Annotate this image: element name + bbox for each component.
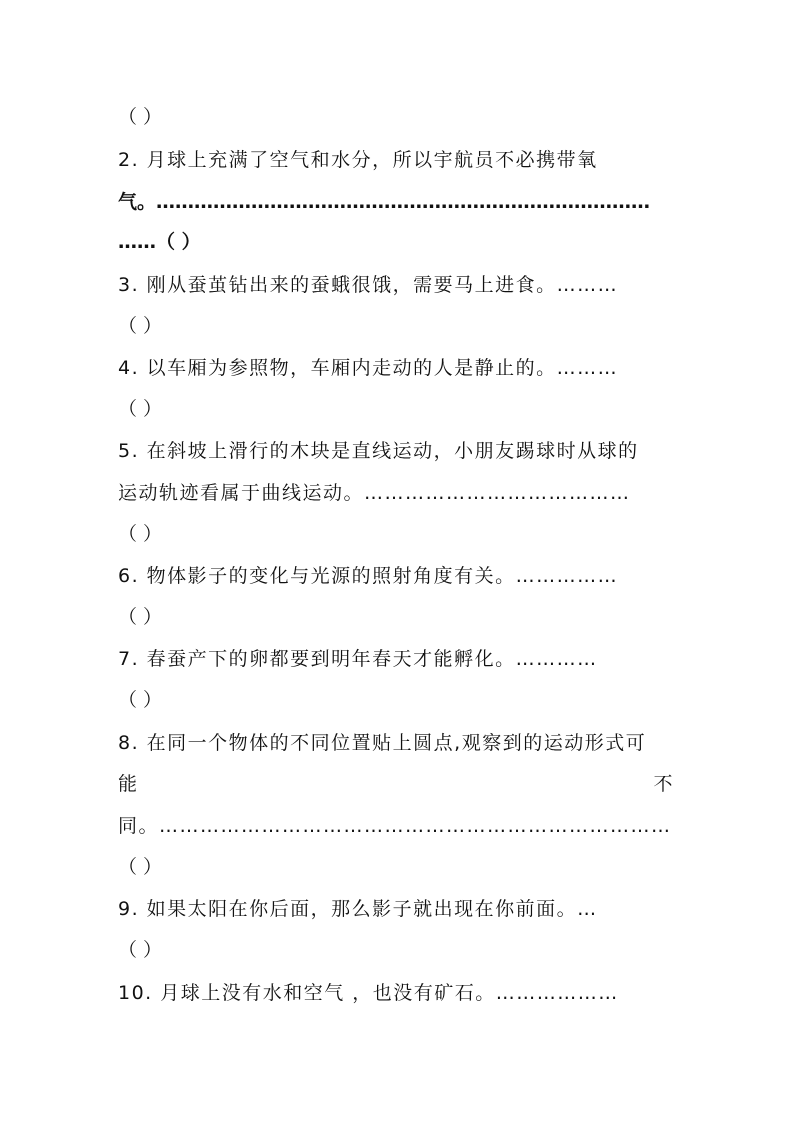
question-8-word-part-2: 不 [653,773,674,795]
question-9-text: 9. 如果太阳在你后面，那么影子就出现在你前面。… [118,898,598,920]
question-5-text: 5. 在斜坡上滑行的木块是直线运动，小朋友踢球时从球的 [118,440,639,462]
question-6-text: 6. 物体影子的变化与光源的照射角度有关。…………… [118,565,619,587]
question-5-text-cont: 运动轨迹看属于曲线运动。………………………………… [118,482,631,504]
question-2-text-cont: 气。…………………………………………………………………… [118,191,651,213]
answer-parentheses-8: （ ） [118,856,163,878]
answer-parentheses-7: （ ） [118,689,163,711]
answer-parentheses-5: （ ） [118,523,163,545]
answer-parentheses-9: （ ） [118,939,163,961]
question-2-text: 2. 月球上充满了空气和水分，所以宇航员不必携带氧 [118,149,598,171]
answer-parentheses-3: （ ） [118,315,163,337]
question-10-text: 10. 月球上没有水和空气 ，也没有矿石。……………… [118,982,619,1004]
question-4-text: 4. 以车厢为参照物，车厢内走动的人是静止的。……… [118,357,619,379]
answer-parentheses-2: ……（ ） [118,231,201,253]
question-8-text-end: 同。………………………………………………………………… [118,815,672,837]
answer-parentheses-6: （ ） [118,606,163,628]
question-8-text-cont [118,772,674,796]
question-3-text: 3. 刚从蚕茧钻出来的蚕蛾很饿，需要马上进食。……… [118,274,619,296]
answer-parentheses-1: （ ） [118,106,163,128]
answer-parentheses-4: （ ） [118,398,163,420]
question-7-text: 7. 春蚕产下的卵都要到明年春天才能孵化。………… [118,648,598,670]
question-8-word-part-1: 能 [118,773,139,795]
question-8-text: 8. 在同一个物体的不同位置贴上圆点,观察到的运动形式可 [118,732,647,754]
